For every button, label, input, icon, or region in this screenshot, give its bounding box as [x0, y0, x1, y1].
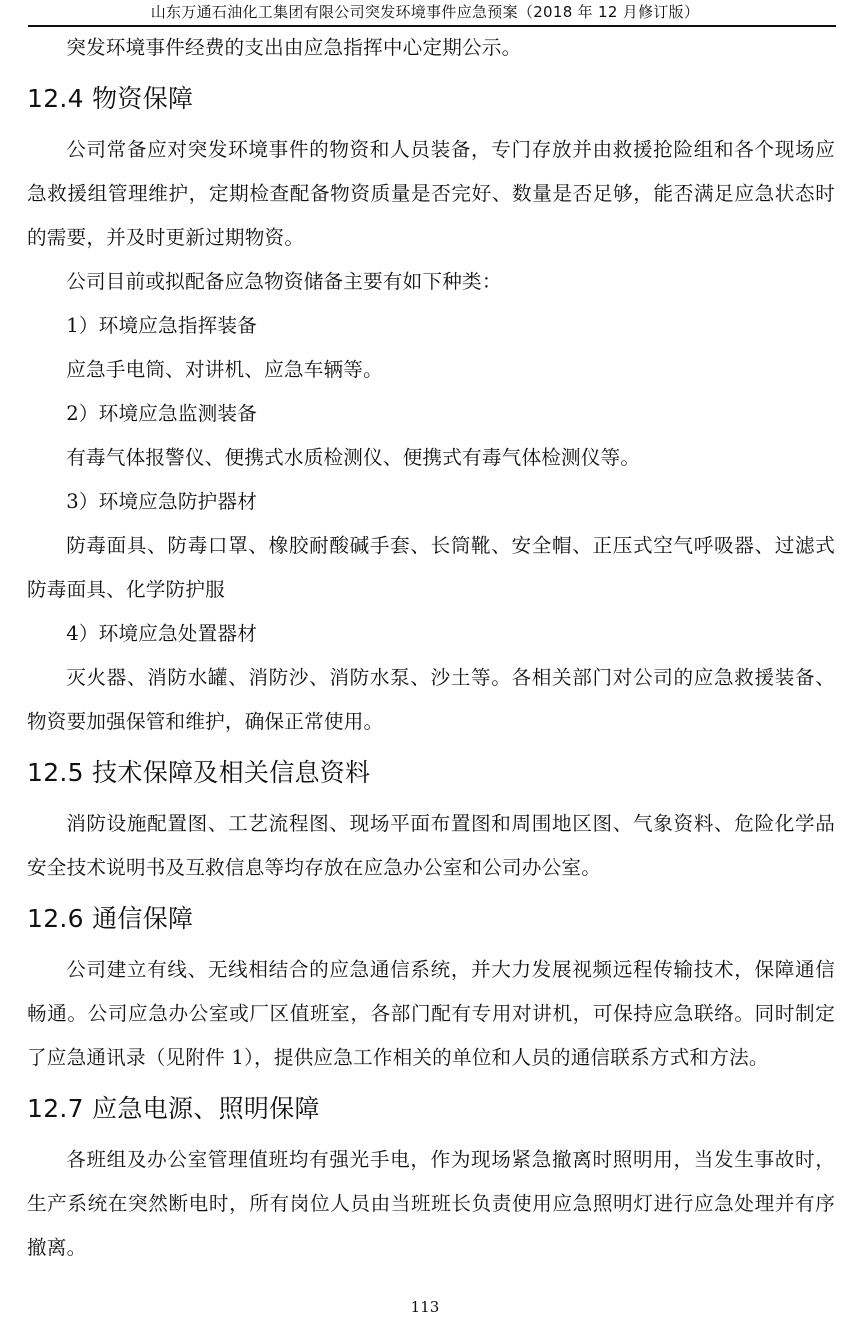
section-heading-12-5: 12.5 技术保障及相关信息资料	[27, 758, 371, 787]
section-12-5-paragraph: 消防设施配置图、工艺流程图、现场平面布置图和周围地区图、气象资料、危险化学品安全技术说明书及互救信息等均存放在应急办公室和公司办公室。	[27, 812, 835, 879]
section-12-4-paragraph-2: 公司目前或拟配备应急物资储备主要有如下种类：	[66, 270, 502, 293]
page-number: 113	[410, 1298, 440, 1316]
category-title-protection: 3）环境应急防护器材	[66, 490, 257, 513]
category-items-monitoring: 有毒气体报警仪、便携式水质检测仪、便携式有毒气体检测仪等。	[66, 446, 641, 469]
category-title-disposal: 4）环境应急处置器材	[66, 622, 257, 645]
category-items-protection: 防毒面具、防毒口罩、橡胶耐酸碱手套、长筒靴、安全帽、正压式空气呼吸器、过滤式防毒面具、化学防护服	[27, 534, 835, 601]
section-12-4-paragraph-1: 公司常备应对突发环境事件的物资和人员装备，专门存放并由救援抢险组和各个现场应急救援组管理维护，定期检查配备物资质量是否完好、数量是否足够，能否满足应急状态时的需要，并及时更新过期物资。	[27, 138, 835, 249]
document-header: 山东万通石油化工集团有限公司突发环境事件应急预案（2018 年 12 月修订版）	[150, 3, 700, 21]
category-title-command: 1）环境应急指挥装备	[66, 314, 257, 337]
intro-paragraph: 突发环境事件经费的支出由应急指挥中心定期公示。	[66, 36, 522, 59]
category-title-monitoring: 2）环境应急监测装备	[66, 402, 257, 425]
section-heading-12-6: 12.6 通信保障	[27, 904, 194, 933]
section-12-7-paragraph: 各班组及办公室管理值班均有强光手电，作为现场紧急撤离时照明用，当发生事故时，生产系统在突然断电时，所有岗位人员由当班班长负责使用应急照明灯进行应急处理并有序撤离。	[27, 1148, 835, 1259]
section-12-6-paragraph: 公司建立有线、无线相结合的应急通信系统，并大力发展视频远程传输技术，保障通信畅通。公司应急办公室或厂区值班室，各部门配有专用对讲机，可保持应急联络。同时制定了应急通讯录（见附件 1），提供应急工作相关的单位和人员的通信联系方式和方法。	[27, 958, 835, 1069]
section-heading-12-7: 12.7 应急电源、照明保障	[27, 1094, 320, 1123]
document-body	[27, 26, 835, 1270]
category-items-disposal: 灭火器、消防水罐、消防沙、消防水泵、沙土等。各相关部门对公司的应急救援装备、物资要加强保管和维护，确保正常使用。	[27, 666, 835, 733]
category-items-command: 应急手电筒、对讲机、应急车辆等。	[66, 358, 383, 381]
section-heading-12-4: 12.4 物资保障	[27, 84, 194, 113]
